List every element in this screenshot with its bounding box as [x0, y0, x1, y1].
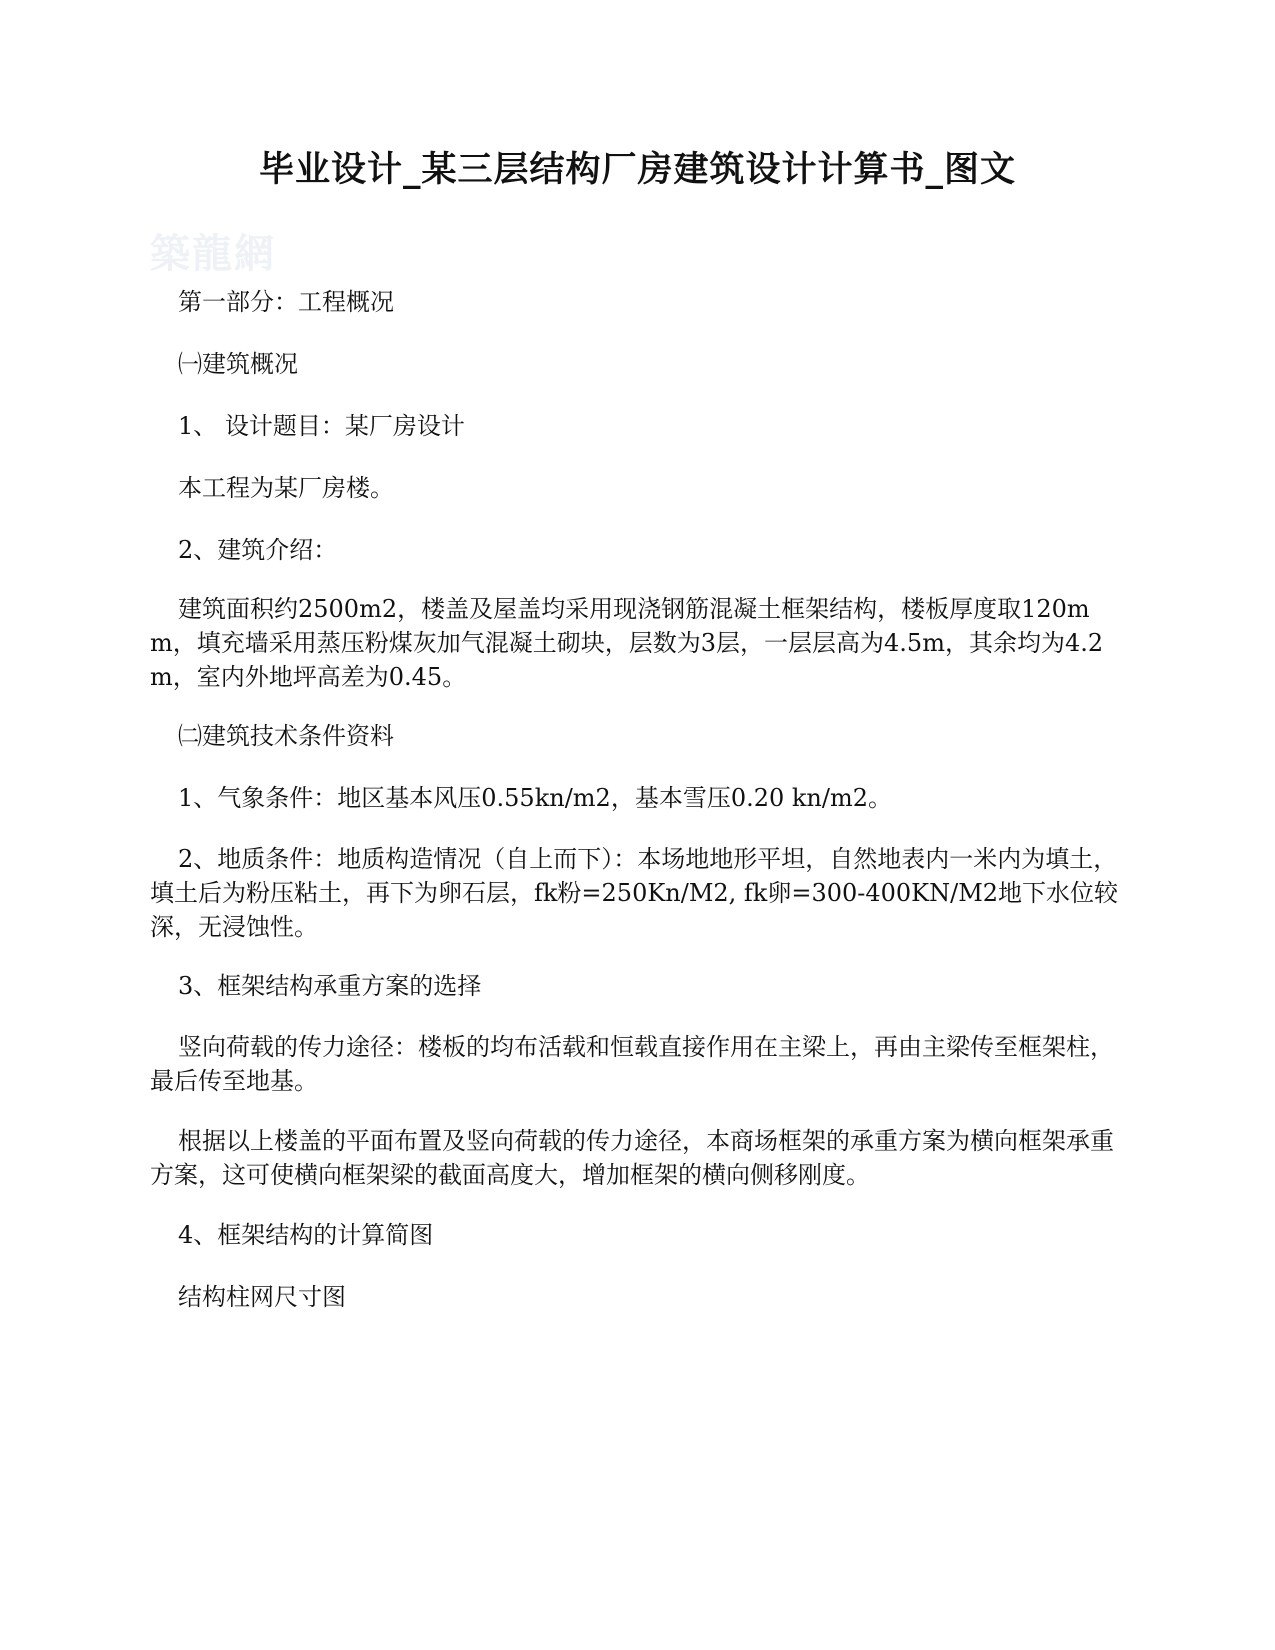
body-paragraph: 竖向荷载的传力途径：楼板的均布活载和恒载直接作用在主梁上，再由主梁传至框架柱，最后传至地基。	[150, 1033, 1114, 1095]
item-heading: 1、 设计题目：某厂房设计	[178, 412, 465, 440]
watermark-logo: 築龍網	[150, 230, 276, 277]
body-paragraph: 建筑面积约2500m2，楼盖及屋盖均采用现浇钢筋混凝土框架结构，楼板厚度取120mm，填充墙采用蒸压粉煤灰加气混凝土砌块，层数为3层，一层层高为4.5m，其余均为4.2m，室内外地坪高差为0.45。	[150, 595, 1104, 691]
item-heading: 2、建筑介绍：	[178, 536, 338, 564]
section-heading: 第一部分：工程概况	[178, 288, 394, 316]
subsection-heading: ㈠建筑概况	[178, 350, 298, 378]
body-paragraph: 1、气象条件：地区基本风压0.55kn/m2，基本雪压0.20 kn/m2。	[178, 784, 892, 812]
body-paragraph: 根据以上楼盖的平面布置及竖向荷载的传力途径，本商场框架的承重方案为横向框架承重方案，这可使横向框架梁的截面高度大，增加框架的横向侧移刚度。	[150, 1127, 1114, 1189]
subsection-heading: ㈡建筑技术条件资料	[178, 722, 394, 750]
document-title: 毕业设计_某三层结构厂房建筑设计计算书_图文	[258, 149, 1016, 190]
item-heading: 4、框架结构的计算简图	[178, 1221, 434, 1249]
figure-caption: 结构柱网尺寸图	[178, 1283, 346, 1311]
body-paragraph: 本工程为某厂房楼。	[178, 474, 394, 502]
item-heading: 3、框架结构承重方案的选择	[178, 972, 482, 1000]
body-paragraph: 2、地质条件：地质构造情况（自上而下）：本场地地形平坦，自然地表内一米内为填土，填土后为粉压粘土，再下为卵石层，fk粉=250Kn/M2, fk卵=300-400KN/M2地下水位较深，无浸蚀性。	[150, 845, 1119, 941]
